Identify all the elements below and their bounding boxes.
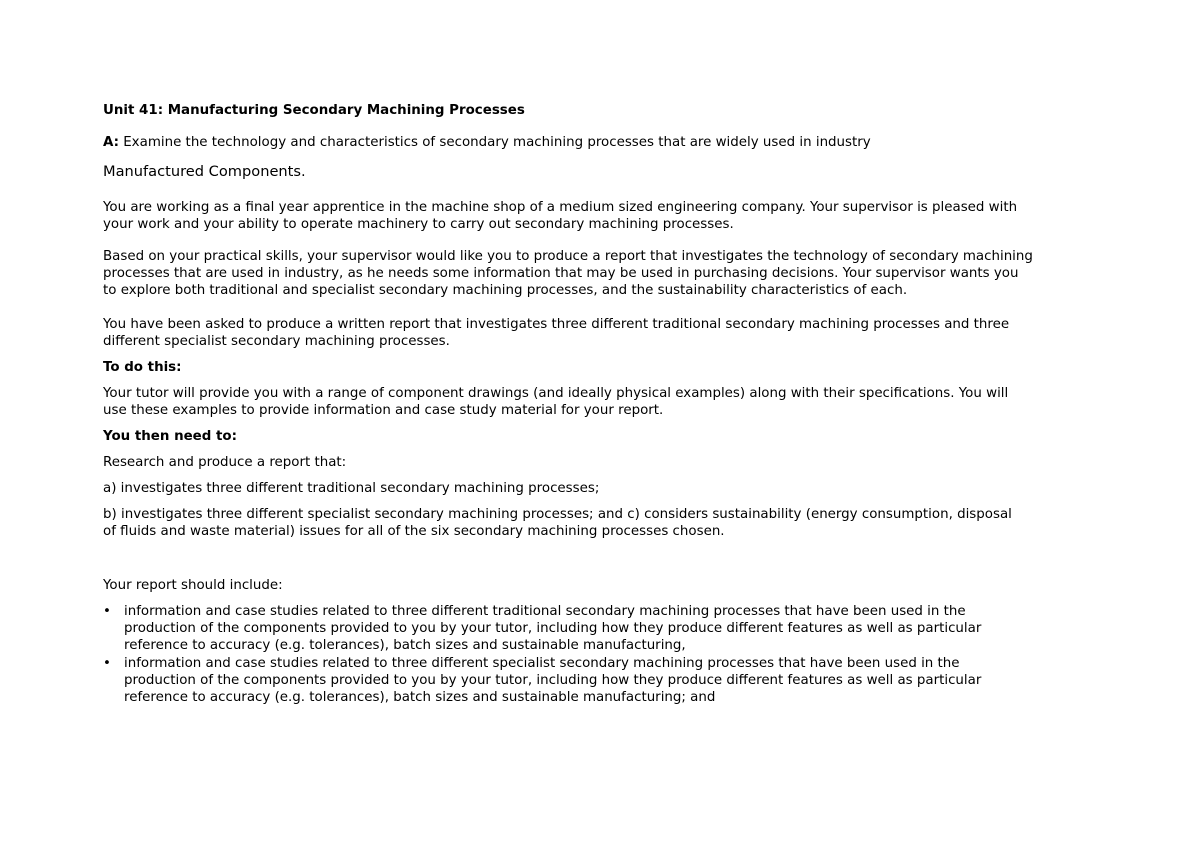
paragraph-task [103,316,1009,350]
bullet-line: information and case studies related to three different traditional secondary machining processes that have been used in the [124,604,966,619]
task-item-bc [103,506,1012,540]
paragraph-line: your work and your ability to operate machinery to carry out secondary machining processes. [103,217,734,232]
paragraph-line: of fluids and waste material) issues for all of the six secondary machining processes chosen. [103,524,725,539]
task-item-a: a) investigates three different traditional secondary machining processes; [103,481,600,496]
paragraph-brief [103,248,1033,299]
objective-line [103,134,871,151]
bullet-line: reference to accuracy (e.g. tolerances), batch sizes and sustainable manufacturing, [124,638,686,654]
paragraph-tutor [103,385,1008,419]
paragraph-line: Your tutor will provide you with a range of component drawings (and ideally physical examples) along with their specifications. You will [103,386,1009,401]
bullet-line: information and case studies related to three different specialist secondary machining processes that have been used in the [124,655,960,671]
paragraph-line: to explore both traditional and specialist secondary machining processes, and the sustainability characteristics of each. [103,283,908,298]
objective-text: Examine the technology and characteristics of secondary machining processes that are widely used in industry [118,135,871,150]
todo-heading: To do this: [103,360,182,375]
section-subtitle: Manufactured Components. [103,163,306,180]
list-item [103,655,1103,707]
then-heading: You then need to: [103,429,237,444]
bullet-line: production of the components provided to you by your tutor, including how they produce different features as well as particular [124,621,982,637]
report-requirements-list [103,603,1103,706]
paragraph-line: use these examples to provide information and case study material for your report. [103,403,664,418]
research-line: Research and produce a report that: [103,455,347,470]
objective-label: A: [103,135,119,150]
document-title: Unit 41: Manufacturing Secondary Machining Processes [103,103,525,118]
paragraph-line: different specialist secondary machining processes. [103,334,450,349]
bullet-line: production of the components provided to you by your tutor, including how they produce different features as well as particular [124,672,982,688]
paragraph-line: b) investigates three different specialist secondary machining processes; and c) considers sustainability (energy consumption, disposal [103,507,1012,522]
paragraph-line: Based on your practical skills, your supervisor would like you to produce a report that investigates the technology of secondary machining [103,249,1033,264]
paragraph-line: You have been asked to produce a written report that investigates three different traditional secondary machining processes and three [103,317,1010,332]
bullet-line: reference to accuracy (e.g. tolerances), batch sizes and sustainable manufacturing; and [124,690,716,706]
bullet-icon: • [103,655,111,671]
paragraph-context [103,199,1017,233]
report-intro: Your report should include: [103,578,283,593]
bullet-icon: • [103,604,111,619]
paragraph-line: processes that are used in industry, as he needs some information that may be used in purchasing decisions. Your supervisor wants you [103,266,1019,281]
paragraph-line: You are working as a final year apprentice in the machine shop of a medium sized engineering company. Your supervisor is pleased with [103,200,1018,215]
list-item [103,603,1103,655]
